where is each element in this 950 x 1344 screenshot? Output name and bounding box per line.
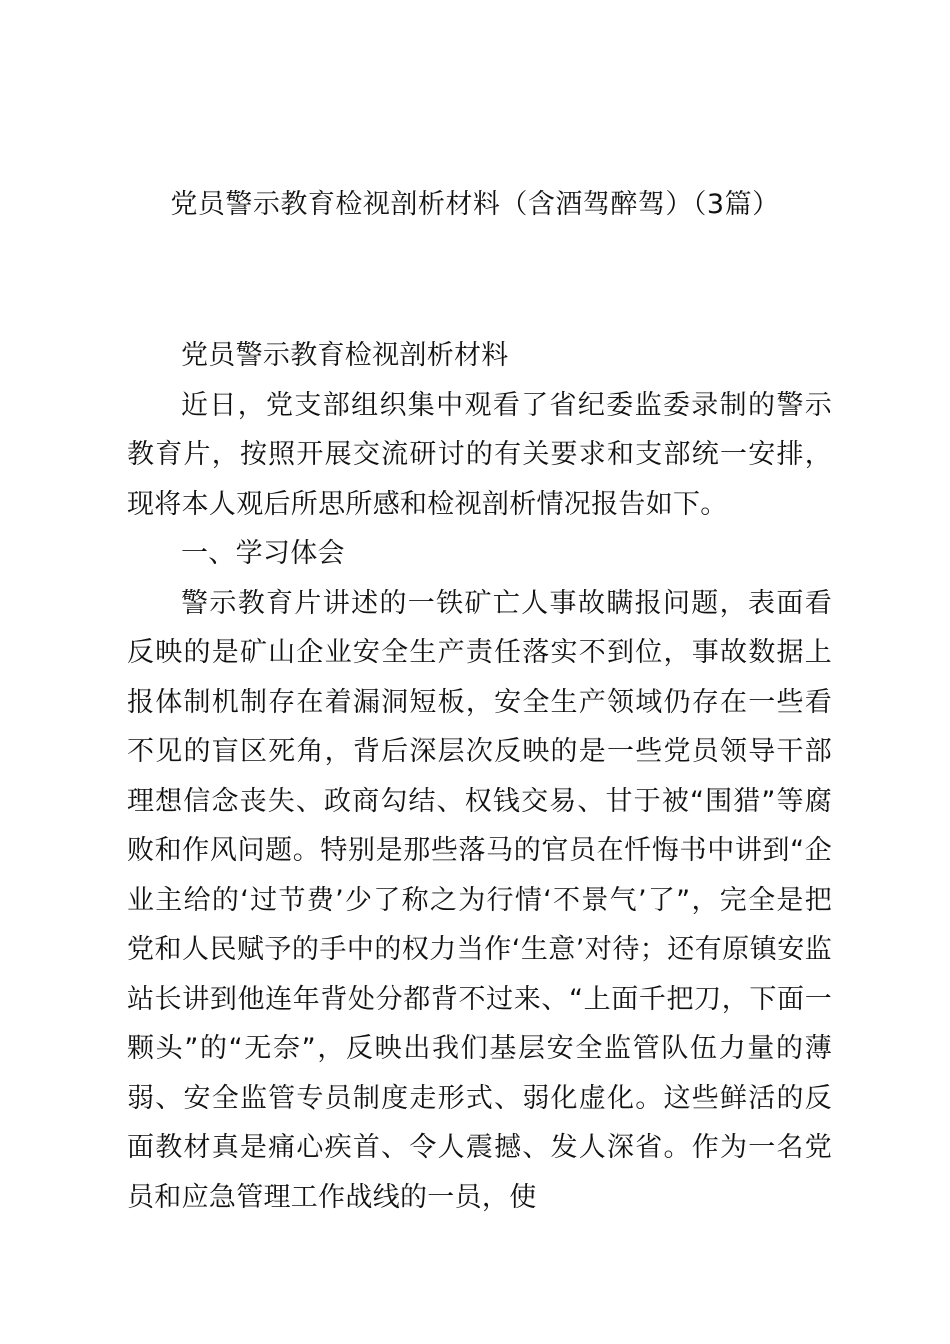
document-title: 党员警示教育检视剖析材料（含酒驾醉驾）（3篇） [170, 189, 780, 220]
document-body [127, 331, 832, 1222]
section-title: 党员警示教育检视剖析材料 [181, 340, 509, 371]
body-paragraph: 警示教育片讲述的一铁矿亡人事故瞒报问题，表面看反映的是矿山企业安全生产责任落实不到位，事故数据上报体制机制存在着漏洞短板，安全生产领域仍存在一些看不见的盲区死角，背后深层次反映的是一些党员领导干部理想信念丧失、政商勾结、权钱交易、甘于被“围猎”等腐败和作风问题。特别是那些落马的官员在忏悔书中讲到“企业主给的‘过节费’少了称之为行情‘不景气’了”，完全是把党和人民赋予的手中的权力当作‘生意’对待；还有原镇安监站长讲到他连年背处分都背不过来、“上面千把刀，下面一颗头”的“无奈”，反映出我们基层安全监管队伍力量的薄弱、安全监管专员制度走形式、弱化虚化。这些鲜活的反面教材真是痛心疾首、令人震撼、发人深省。作为一名党员和应急管理工作战线的一员，使 [127, 587, 832, 1213]
intro-paragraph: 近日，党支部组织集中观看了省纪委监委录制的警示教育片，按照开展交流研讨的有关要求和支部统一安排，现将本人观后所思所感和检视剖析情况报告如下。 [127, 389, 832, 520]
section-heading: 一、学习体会 [181, 538, 345, 569]
